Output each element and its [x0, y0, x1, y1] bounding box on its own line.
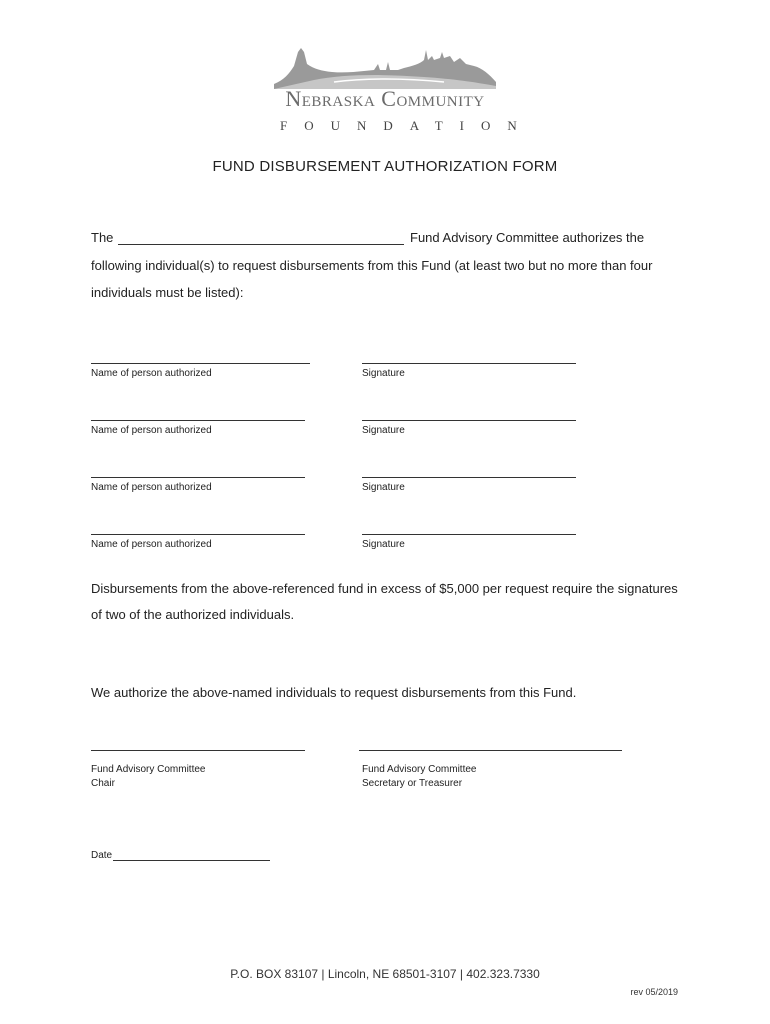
authorize-statement: We authorize the above-named individuals to request disbursements from this Fund.: [91, 685, 577, 700]
chair-signature-field[interactable]: [91, 750, 305, 751]
revision-date: rev 05/2019: [630, 987, 678, 997]
fund-name-field[interactable]: [118, 244, 404, 245]
chair-label-line-1: Fund Advisory Committee: [91, 764, 206, 775]
name-field-4[interactable]: [91, 534, 305, 535]
secretary-label: [362, 763, 477, 791]
name-label-1: Name of person authorized: [91, 368, 212, 379]
requirement-line-2: of two of the authorized individuals.: [91, 607, 295, 622]
foundation-logo-landscape: [274, 44, 496, 89]
signature-label-1: Signature: [362, 368, 405, 379]
intro-the: The: [91, 230, 114, 245]
footer-address: P.O. BOX 83107 | Lincoln, NE 68501-3107 | 402.323.7330: [230, 967, 540, 981]
form-title: FUND DISBURSEMENT AUTHORIZATION FORM: [212, 158, 558, 175]
chair-label-line-2: Chair: [91, 778, 115, 789]
secretary-signature-field[interactable]: [359, 750, 622, 751]
signature-label-3: Signature: [362, 482, 405, 493]
name-field-1[interactable]: [91, 363, 310, 364]
name-label-4: Name of person authorized: [91, 539, 212, 550]
signature-label-4: Signature: [362, 539, 405, 550]
foundation-subtitle: FOUNDATION: [280, 118, 534, 133]
name-label-2: Name of person authorized: [91, 425, 212, 436]
name-field-3[interactable]: [91, 477, 305, 478]
foundation-name: Nebraska Community: [285, 86, 485, 111]
name-field-2[interactable]: [91, 420, 305, 421]
signature-field-3[interactable]: [362, 477, 576, 478]
date-field[interactable]: [113, 860, 270, 861]
signature-field-1[interactable]: [362, 363, 576, 364]
signature-label-2: Signature: [362, 425, 405, 436]
requirement-line-1: Disbursements from the above-referenced fund in excess of $5,000 per request require the signatures: [91, 581, 678, 596]
name-label-3: Name of person authorized: [91, 482, 212, 493]
signature-field-4[interactable]: [362, 534, 576, 535]
date-label: Date: [91, 850, 113, 861]
intro-line-3: individuals must be listed):: [91, 285, 244, 300]
intro-line-2: following individual(s) to request disbursements from this Fund (at least two but no more than four: [91, 258, 653, 273]
secretary-label-line-2: Secretary or Treasurer: [362, 778, 463, 789]
intro-rest: Fund Advisory Committee authorizes the: [410, 230, 645, 245]
signature-field-2[interactable]: [362, 420, 576, 421]
chair-label: [91, 763, 206, 791]
secretary-label-line-1: Fund Advisory Committee: [362, 764, 477, 775]
